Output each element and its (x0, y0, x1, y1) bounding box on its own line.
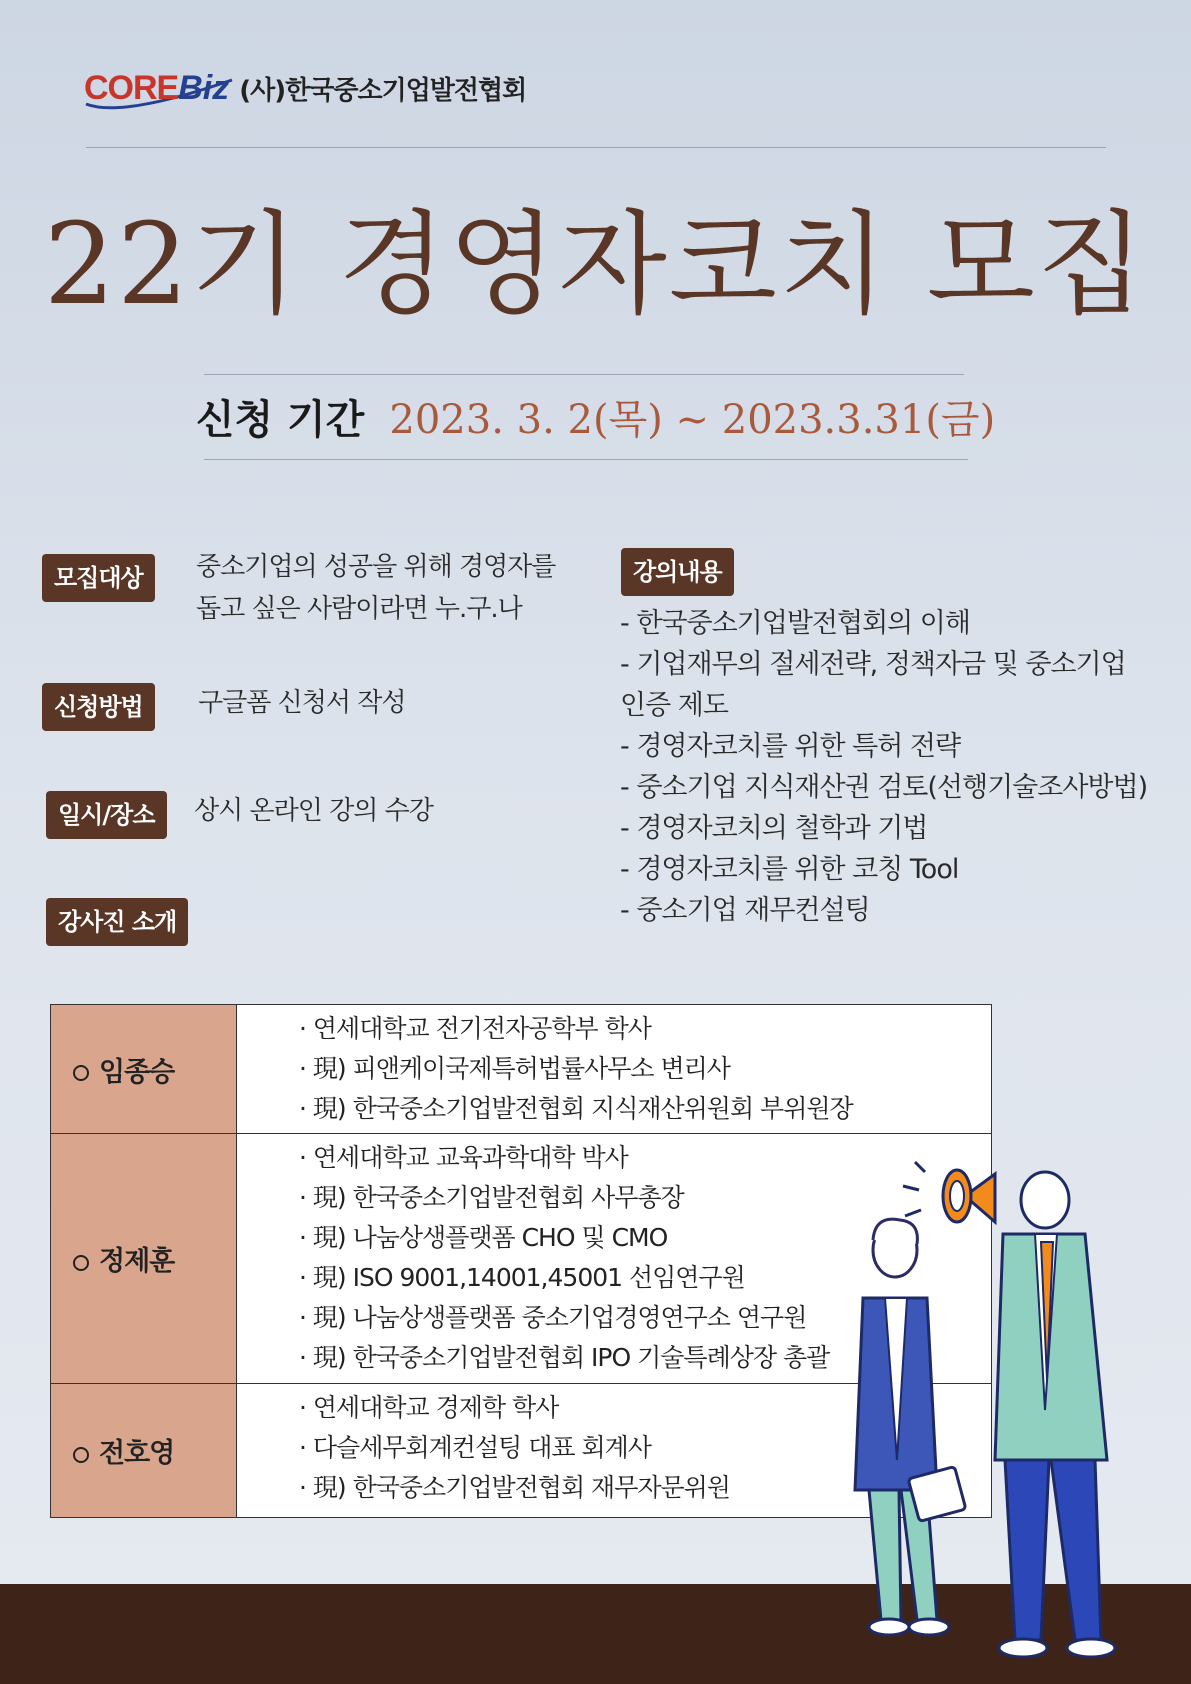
logo-biz-text: Biz (178, 68, 230, 107)
career-item: · 現) 나눔상생플랫폼 CHO 및 CMO (299, 1223, 668, 1252)
instructor-name: 정제훈 (99, 1246, 175, 1277)
course-item: - 기업재무의 절세전략, 정책자금 및 중소기업 (620, 649, 1126, 680)
schedule-text: 상시 온라인 강의 수강 (194, 796, 433, 826)
circle-icon (73, 1255, 89, 1271)
target-text (196, 546, 555, 630)
period-bottom-divider (204, 459, 968, 460)
logo-core-text: CORE (84, 68, 179, 107)
target-line: 중소기업의 성공을 위해 경영자를 (196, 552, 556, 582)
course-item: - 경영자코치를 위한 코칭 Tool (620, 854, 959, 885)
career-item: · 연세대학교 경제학 학사 (299, 1393, 559, 1422)
course-item: - 경영자코치를 위한 특허 전략 (620, 731, 961, 762)
circle-icon (73, 1447, 89, 1463)
businessman-right-figure (995, 1172, 1115, 1657)
career-item: · 現) 한국중소기업발전협회 IPO 기술특례상장 총괄 (299, 1343, 830, 1372)
period-value: 2023. 3. 2(목) ~ 2023.3.31(금) (389, 397, 996, 443)
application-period (0, 388, 1191, 445)
course-list (620, 603, 1147, 931)
career-item: · 現) 한국중소기업발전협회 지식재산위원회 부위원장 (299, 1094, 853, 1123)
instructor-name-cell (51, 1134, 237, 1384)
instructor-name: 임종승 (99, 1056, 175, 1088)
course-tag: 강의내용 (621, 548, 734, 596)
career-cell (237, 1005, 992, 1134)
instructor-name-cell (51, 1384, 237, 1518)
table-row (51, 1005, 992, 1134)
period-label: 신청 기간 (195, 397, 365, 443)
career-item: · 現) 피앤케이국제특허법률사무소 변리사 (299, 1054, 730, 1083)
logo (84, 64, 526, 112)
instructors-tag: 강사진 소개 (46, 898, 188, 946)
circle-icon (73, 1065, 89, 1081)
target-tag: 모집대상 (42, 554, 155, 602)
course-item: - 중소기업 재무컨설팅 (620, 895, 870, 926)
career-item: · 現) ISO 9001,14001,45001 선임연구원 (299, 1263, 745, 1292)
course-item: - 경영자코치의 철학과 기법 (620, 813, 928, 844)
career-item: · 現) 한국중소기업발전협회 재무자문위원 (299, 1473, 730, 1502)
course-item: - 한국중소기업발전협회의 이해 (620, 608, 970, 639)
target-line: 돕고 싶은 사람이라면 누.구.나 (196, 594, 522, 624)
career-item: · 연세대학교 교육과학대학 박사 (299, 1143, 628, 1172)
businessman-left-figure (855, 1219, 966, 1635)
method-tag: 신청방법 (42, 683, 155, 731)
header-divider (86, 147, 1106, 148)
instructor-name-cell (51, 1005, 237, 1134)
method-text: 구글폼 신청서 작성 (198, 688, 406, 718)
course-item: 인증 제도 (620, 690, 728, 721)
career-item: · 연세대학교 전기전자공학부 학사 (299, 1014, 651, 1043)
course-item: - 중소기업 지식재산권 검토(선행기술조사방법) (620, 772, 1148, 803)
schedule-tag: 일시/장소 (46, 791, 167, 839)
career-item: · 現) 한국중소기업발전협회 사무총장 (299, 1183, 684, 1212)
org-name: (사)한국중소기업발전협회 (239, 75, 527, 106)
megaphone-icon (903, 1162, 995, 1222)
businessmen-megaphone-illustration (845, 1160, 1145, 1684)
period-top-divider (204, 374, 964, 375)
instructor-name: 전호영 (99, 1438, 175, 1469)
career-item: · 現) 나눔상생플랫폼 중소기업경영연구소 연구원 (299, 1303, 807, 1332)
page-title: 22기 경영자코치 모집 (43, 200, 1148, 330)
career-item: · 다슬세무회계컨설팅 대표 회계사 (299, 1433, 651, 1462)
